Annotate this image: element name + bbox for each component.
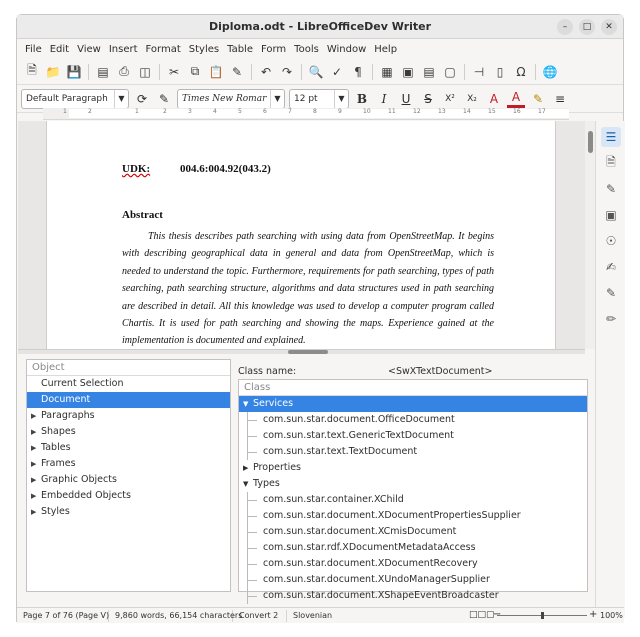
class-name-label: Class name: [238,366,297,377]
zoom-in-icon[interactable]: + [589,609,598,620]
font-color-icon[interactable]: A [507,90,525,108]
export-pdf-icon[interactable]: ▤ [97,64,109,79]
object-tree-item[interactable] [27,504,230,520]
object-tree-item-label: Embedded Objects [41,490,131,501]
expand-arrow-icon[interactable]: ▶ [31,508,37,516]
class-tree-item-label: com.sun.star.text.TextDocument [263,446,418,457]
class-tree-item-label: com.sun.star.document.XShapeEventBroadcaster [263,590,499,601]
chevron-down-icon[interactable]: ▼ [334,90,348,108]
toolbar-separator [251,64,252,80]
paste-icon[interactable]: 📋 [208,64,224,79]
ruler-number: 2 [163,108,167,115]
paragraph-style-combo[interactable] [21,89,129,109]
class-tree-item[interactable] [239,444,587,460]
expand-arrow-icon[interactable]: ▶ [31,460,37,468]
ruler-number: 1 [63,108,67,115]
toolbar-separator [88,64,89,80]
horizontal-ruler[interactable] [43,108,569,120]
object-tree-item-label: Tables [41,442,71,453]
page-status[interactable]: Page 7 of 76 (Page V) [17,610,109,622]
zoom-slider-knob[interactable] [541,612,544,619]
menu-file[interactable]: File [25,43,42,55]
class-tree-item[interactable] [239,492,587,508]
object-tree-item[interactable] [27,376,230,392]
menu-table[interactable]: Table [227,43,253,55]
object-tree-item[interactable] [27,456,230,472]
minimize-icon[interactable]: – [557,19,573,35]
class-name-value: <SwXTextDocument> [388,366,493,377]
special-character-icon[interactable]: Ω [516,64,526,79]
print-preview-icon[interactable]: ◫ [139,64,151,79]
menu-format[interactable]: Format [145,43,181,55]
status-bar [17,607,624,623]
expand-arrow-icon[interactable]: ▶ [243,464,249,472]
abstract-heading: Abstract [122,209,163,221]
zoom-value[interactable]: 100% [600,611,623,620]
class-tree-item[interactable] [239,588,587,604]
zoom-slider[interactable] [497,615,587,616]
update-style-icon[interactable]: ⟳ [136,91,148,106]
menu-insert[interactable]: Insert [108,43,138,55]
insert-field-icon[interactable]: ▯ [496,64,504,79]
class-tree-group[interactable] [239,460,587,476]
sidebar-deck [595,121,625,617]
object-tree-item-label: Frames [41,458,76,469]
object-tree-item[interactable] [27,440,230,456]
ruler-number: 15 [488,108,496,115]
class-tree [238,379,588,601]
gallery-icon[interactable]: ▣ [605,208,617,222]
class-tree-item-label: Types [253,478,280,489]
class-tree-item[interactable] [239,540,587,556]
class-tree-item[interactable] [239,508,587,524]
abstract-paragraph[interactable]: This thesis describes path searching with using data from OpenStreetMap. It begins with describing geographical data in general and data from OpenStreetMap, which is needed to understand the topic. Furthermore, requirements for path searching, types of path searching, path searching structure, algorithms and data structures used in path searching are described in detail. All this knowledge was used to develop a computer program called Chartis. It is used for path searching and showing the maps. Experience gained at the implementation is documented and explained. [122,231,494,347]
class-tree-item-label: Properties [253,462,302,473]
font-size-combo[interactable] [289,89,349,109]
class-tree-item-label: com.sun.star.document.XCmisDocument [263,526,457,537]
paragraph-style-value: Default Paragraph [26,93,108,104]
udk-value: 004.6:004.92(043.2) [180,163,271,175]
font-size-value: 12 pt [294,93,318,104]
toolbar-separator [159,64,160,80]
zoom-out-icon[interactable]: − [493,609,502,620]
font-name-value: Times New Romar [182,93,267,104]
insert-textbox-icon[interactable]: ▢ [444,64,456,79]
udk-line [122,163,271,175]
ruler-number: 14 [463,108,471,115]
copy-icon[interactable]: ⧉ [190,64,200,78]
class-tree-item-label: com.sun.star.rdf.XDocumentMetadataAccess [263,542,476,553]
ruler-number: 9 [338,108,342,115]
ruler-number: 13 [438,108,446,115]
menu-window[interactable]: Window [326,43,367,55]
view-layout-icon[interactable]: □□▢ [469,610,495,620]
object-tree-item-label: Styles [41,506,70,517]
object-tree-item-label: Paragraphs [41,410,95,421]
underline-icon[interactable]: U [401,91,411,106]
word-count-status[interactable]: 9,860 words, 66,154 characters [109,610,233,622]
object-tree-item[interactable] [27,392,230,408]
udk-label: UDK: [122,163,151,175]
object-tree-item-label: Current Selection [41,378,124,389]
object-tree-item[interactable] [27,472,230,488]
superscript-icon[interactable]: X² [445,93,455,104]
class-tree-item-label: com.sun.star.document.XDocumentRecovery [263,558,478,569]
chevron-down-icon[interactable]: ▼ [114,90,128,108]
object-tree-item[interactable] [27,488,230,504]
ruler-number: 5 [238,108,242,115]
insert-chart-icon[interactable]: ▤ [423,64,435,79]
language-status[interactable]: Slovenian [293,610,333,620]
document-page[interactable] [46,121,556,349]
object-tree-item[interactable] [27,424,230,440]
style-inspector-icon[interactable]: ✏ [605,312,617,326]
ruler-number: 10 [363,108,371,115]
new-document-icon[interactable]: 🗎 [27,63,37,77]
menu-bar [17,39,623,59]
open-folder-icon[interactable]: 📁 [45,64,61,79]
object-tree-item-label: Document [41,394,91,405]
scrollbar-thumb[interactable] [588,131,593,153]
save-icon[interactable]: 💾 [66,64,82,79]
toolbar-separator [535,64,536,80]
window-controls [557,19,617,35]
collapse-arrow-icon[interactable]: ▼ [243,480,249,488]
object-tree [26,359,231,592]
menu-styles[interactable]: Styles [188,43,220,55]
close-icon[interactable]: ✕ [601,19,617,35]
class-tree-item[interactable] [239,556,587,572]
ruler-number: 16 [513,108,521,115]
object-tree-item-label: Shapes [41,426,76,437]
subscript-icon[interactable]: X₂ [467,93,477,104]
menu-help[interactable]: Help [374,43,398,55]
ruler-number: 12 [413,108,421,115]
expand-arrow-icon[interactable]: ▶ [31,412,37,420]
clear-formatting-icon[interactable]: A [489,91,499,106]
toolbar-separator [372,64,373,80]
properties-icon[interactable]: ☰ [601,127,621,147]
class-tree-item-label: com.sun.star.text.GenericTextDocument [263,430,454,441]
class-tree-item-label: com.sun.star.container.XChild [263,494,404,505]
uno-object-inspector [18,354,595,600]
ruler-number: 1 [135,108,139,115]
writer-window [16,14,624,622]
class-tree-item[interactable] [239,572,587,588]
clone-formatting-icon[interactable]: ✎ [231,64,243,79]
menu-tools[interactable]: Tools [294,43,319,55]
expand-arrow-icon[interactable]: ▶ [31,444,37,452]
italic-icon[interactable]: I [381,91,387,106]
class-tree-item[interactable] [239,524,587,540]
page-icon[interactable]: 🗎 [606,154,616,169]
class-tree-rows [239,396,587,604]
menu-edit[interactable]: Edit [49,43,70,55]
window-title: Diploma.odt - LibreOfficeDev Writer [208,20,432,33]
vertical-scrollbar[interactable] [585,121,595,349]
object-tree-item[interactable] [27,408,230,424]
class-tree-item-label: com.sun.star.document.XUndoManagerSupplier [263,574,490,585]
highlight-icon[interactable]: ✎ [532,91,544,106]
ruler-number: 11 [388,108,396,115]
class-tree-header: Class [239,380,587,396]
ruler-number: 6 [263,108,267,115]
align-left-icon[interactable]: ≡ [554,91,566,106]
expand-arrow-icon[interactable]: ▶ [31,476,37,484]
find-replace-icon[interactable]: 🔍 [308,64,324,79]
class-tree-item[interactable] [239,428,587,444]
redo-icon[interactable]: ↷ [281,64,293,79]
chevron-down-icon[interactable]: ▼ [270,90,284,108]
undo-icon[interactable]: ↶ [260,64,272,79]
collapse-arrow-icon[interactable]: ▼ [243,400,249,408]
formatting-marks-icon[interactable]: ¶ [354,64,362,79]
page-style-status[interactable]: Convert 2 [233,610,287,622]
object-tree-item-label: Graphic Objects [41,474,117,485]
class-tree-group[interactable] [239,396,587,412]
design-icon[interactable]: ✎ [605,286,617,300]
title-bar [17,15,623,39]
expand-arrow-icon[interactable]: ▶ [31,428,37,436]
ruler-number: 17 [538,108,546,115]
object-tree-rows [27,376,230,520]
ruler-number: 2 [88,108,92,115]
expand-arrow-icon[interactable]: ▶ [31,492,37,500]
ruler-number: 3 [188,108,192,115]
print-icon[interactable]: ⎙ [119,64,129,78]
new-style-icon[interactable]: ✎ [158,91,170,106]
ruler-number: 8 [313,108,317,115]
insert-image-icon[interactable]: ▣ [402,64,414,79]
ruler-number: 4 [213,108,217,115]
cut-icon[interactable]: ✂ [168,64,180,79]
class-tree-item-label: Services [253,398,294,409]
menu-view[interactable]: View [77,43,101,55]
toolbar-separator [464,64,465,80]
ruler-number: 7 [288,108,292,115]
bold-icon[interactable]: B [356,91,368,106]
toolbar-separator [301,64,302,80]
font-name-combo[interactable] [177,89,285,109]
object-tree-header: Object [27,360,230,376]
class-tree-group[interactable] [239,476,587,492]
navigator-icon[interactable]: ☉ [605,234,617,248]
class-name-line [238,366,588,377]
page-break-icon[interactable]: ⊣ [473,64,485,79]
standard-toolbar [17,59,623,85]
class-tree-item-label: com.sun.star.document.XDocumentPropertiesSupplier [263,510,521,521]
insert-table-icon[interactable]: ▦ [381,64,393,79]
hyperlink-icon[interactable]: 🌐 [542,64,558,79]
document-view[interactable] [18,121,585,349]
styles-icon[interactable]: ✎ [605,182,617,196]
class-tree-item-label: com.sun.star.document.OfficeDocument [263,414,455,425]
manage-changes-icon[interactable]: ✍ [605,260,617,274]
class-tree-item[interactable] [239,412,587,428]
maximize-icon[interactable]: □ [579,19,595,35]
menu-form[interactable]: Form [260,43,287,55]
strikethrough-icon[interactable]: S [424,91,432,106]
spelling-icon[interactable]: ✓ [331,64,343,79]
